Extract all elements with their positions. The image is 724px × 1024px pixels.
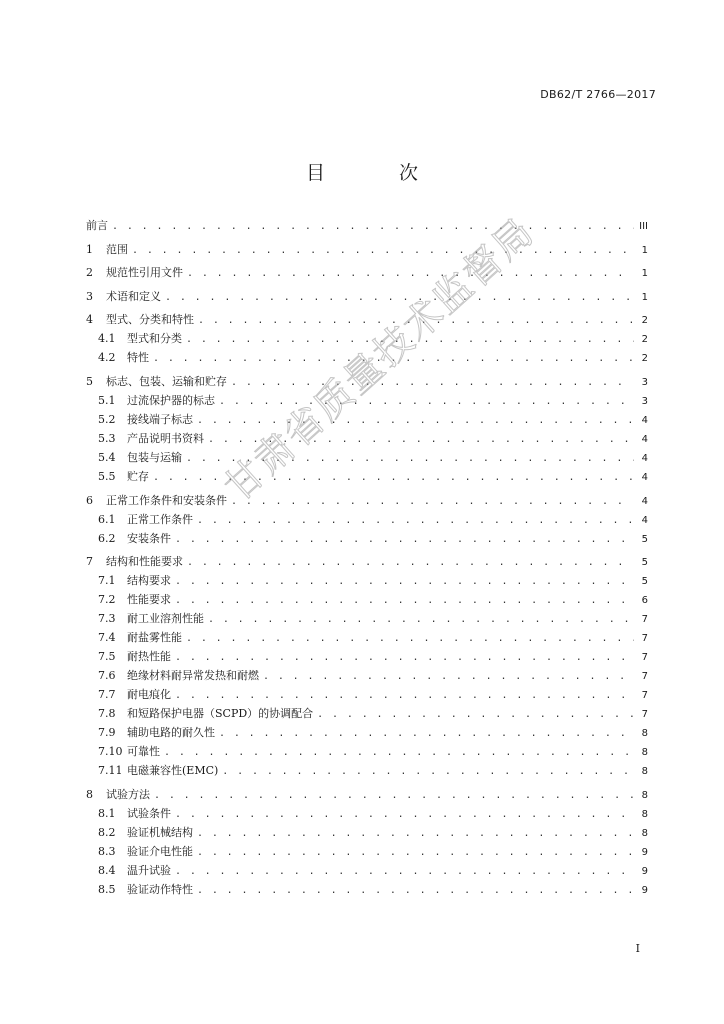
toc-entry-number: 5.2 [98, 412, 116, 426]
toc-dot-leader [197, 847, 634, 858]
toc-entry-title: 试验方法 [106, 787, 150, 801]
toc-entry-title: 安装条件 [127, 531, 171, 545]
toc-entry-number: 3 [86, 289, 93, 303]
toc-subentry[interactable] [86, 610, 648, 629]
toc-dot-leader [175, 652, 634, 663]
toc-dot-leader [317, 709, 634, 720]
toc-dot-leader [132, 245, 634, 256]
toc-entry-number: 2 [86, 266, 93, 280]
toc-entry-number: 8.4 [98, 863, 116, 877]
toc-subentry[interactable] [86, 449, 648, 468]
toc-entry-page: 4 [641, 433, 648, 445]
toc-entry-number: 8.5 [98, 882, 116, 896]
toc-subentry[interactable] [86, 862, 648, 881]
toc-entry-page: 4 [641, 495, 648, 507]
toc-entry-page: 5 [641, 557, 648, 569]
toc-entry[interactable] [86, 373, 648, 392]
toc-subentry[interactable] [86, 629, 648, 648]
toc-entry-title: 规范性引用文件 [106, 266, 183, 280]
toc-entry-page: 3 [641, 376, 648, 388]
toc-entry-number: 7.5 [98, 650, 116, 664]
toc-entry-title: 温升试验 [127, 863, 171, 877]
toc-dot-leader [186, 633, 634, 644]
toc-subentry[interactable] [86, 411, 648, 430]
toc-entry-title: 结构和性能要求 [106, 555, 183, 569]
toc-entry-title: 前言 [86, 219, 108, 232]
toc-entry-number: 7.1 [98, 574, 116, 588]
toc-subentry[interactable] [86, 824, 648, 843]
toc-entry-page: 8 [641, 728, 648, 740]
toc-dot-leader [263, 671, 634, 682]
toc-entry-title: 电磁兼容性(EMC) [127, 764, 219, 778]
toc-dot-leader [219, 396, 634, 407]
toc-entry-title: 耐电痕化 [127, 688, 171, 702]
toc-entry-page: 1 [641, 268, 648, 280]
toc-dot-leader [112, 221, 634, 232]
toc-subentry[interactable] [86, 686, 648, 705]
toc-entry-title: 贮存 [127, 469, 149, 483]
toc-dot-leader [187, 557, 634, 568]
toc-entry-page: 2 [641, 334, 648, 346]
toc-subentry[interactable] [86, 572, 648, 591]
toc-entry-page: 8 [641, 747, 648, 759]
toc-entry-number: 7.2 [98, 593, 116, 607]
toc-dot-leader [153, 353, 634, 364]
toc-entry-page: 2 [641, 315, 648, 327]
toc-entry-page: 2 [641, 353, 648, 365]
toc-dot-leader [198, 315, 634, 326]
toc-entry-page: 7 [641, 652, 648, 664]
toc-entry[interactable] [86, 492, 648, 511]
toc-entry[interactable] [86, 786, 648, 805]
toc-dot-leader [197, 885, 634, 896]
toc-entry-page: 1 [641, 291, 648, 303]
toc-dot-leader [231, 496, 634, 507]
toc-entry-title: 接线端子标志 [127, 412, 193, 426]
toc-dot-leader [175, 534, 634, 545]
toc-subentry[interactable] [86, 648, 648, 667]
toc-entry[interactable] [86, 217, 648, 236]
toc-dot-leader [186, 453, 634, 464]
toc-dot-leader [186, 334, 634, 345]
toc-subentry[interactable] [86, 667, 648, 686]
toc-entry-page: 5 [641, 576, 648, 588]
toc-entry-title: 过流保护器的标志 [127, 393, 215, 407]
toc-dot-leader [219, 728, 634, 739]
toc-entry-number: 4.1 [98, 332, 116, 346]
toc-dot-leader [208, 434, 634, 445]
toc-subentry[interactable] [86, 392, 648, 411]
toc-entry-number: 1 [86, 242, 93, 256]
toc-dot-leader [197, 415, 634, 426]
toc-entry-page: 7 [641, 633, 648, 645]
toc-entry-title: 可靠性 [127, 745, 160, 759]
toc-entry-page: III [639, 221, 648, 232]
toc-entry-title: 耐热性能 [127, 650, 171, 664]
toc-subentry[interactable] [86, 511, 648, 530]
toc-entry-page: 8 [641, 766, 648, 778]
toc-dot-leader [187, 268, 634, 279]
toc-subentry[interactable] [86, 881, 648, 900]
watermark: 甘肃省质量技术监督局 [216, 209, 543, 510]
toc-entry-page: 7 [641, 690, 648, 702]
toc-entry-number: 7.6 [98, 669, 116, 683]
toc-entry-number: 7.11 [98, 764, 123, 778]
toc-entry[interactable] [86, 288, 648, 307]
toc-entry-number: 6 [86, 493, 93, 507]
toc-dot-leader [208, 614, 634, 625]
toc-dot-leader [222, 766, 634, 777]
toc-entry-number: 7.7 [98, 688, 116, 702]
toc-entry-number: 7 [86, 555, 93, 569]
toc-entry-page: 7 [641, 671, 648, 683]
toc-entry-title: 标志、包装、运输和贮存 [106, 374, 227, 388]
toc-entry-page: 4 [641, 514, 648, 526]
toc-subentry[interactable] [86, 591, 648, 610]
toc-subentry[interactable] [86, 762, 648, 781]
toc-entry-title: 验证动作特性 [127, 882, 193, 896]
toc-entry-title: 绝缘材料耐异常发热和耐燃 [127, 669, 259, 683]
toc-dot-leader [231, 377, 634, 388]
toc-subentry[interactable] [86, 530, 648, 549]
toc-entry-title: 产品说明书资料 [127, 431, 204, 445]
toc-entry-page: 8 [641, 789, 648, 801]
toc-entry-title: 结构要求 [127, 574, 171, 588]
toc-entry-page: 8 [641, 827, 648, 839]
toc-dot-leader [175, 866, 634, 877]
toc-dot-leader [175, 690, 634, 701]
toc-entry-title: 型式和分类 [127, 332, 182, 346]
toc-entry-title: 耐工业溶剂性能 [127, 612, 204, 626]
toc-entry[interactable] [86, 553, 648, 572]
toc-dot-leader [197, 515, 634, 526]
toc-entry-title: 验证介电性能 [127, 844, 193, 858]
toc-entry-number: 8 [86, 787, 93, 801]
toc-entry[interactable] [86, 264, 648, 283]
toc-dot-leader [175, 595, 634, 606]
toc-dot-leader [153, 472, 634, 483]
toc-entry-page: 5 [641, 533, 648, 545]
toc-entry-page: 7 [641, 709, 648, 721]
toc-entry-number: 5.1 [98, 393, 116, 407]
document-code: DB62/T 2766—2017 [540, 88, 656, 101]
toc-entry-page: 6 [641, 595, 648, 607]
toc-entry-number: 5.4 [98, 450, 116, 464]
toc-entry-title: 特性 [127, 351, 149, 365]
toc-entry-title: 验证机械结构 [127, 825, 193, 839]
toc-entry-number: 6.1 [98, 512, 116, 526]
toc-dot-leader [164, 747, 634, 758]
toc-dot-leader [175, 809, 634, 820]
toc-subentry[interactable] [86, 805, 648, 824]
toc-entry-title: 辅助电路的耐久性 [127, 726, 215, 740]
toc-entry-page: 7 [641, 614, 648, 626]
toc-subentry[interactable] [86, 468, 648, 487]
toc-entry[interactable] [86, 241, 648, 260]
toc-subentry[interactable] [86, 705, 648, 724]
toc-subentry[interactable] [86, 349, 648, 368]
toc-subentry[interactable] [86, 843, 648, 862]
toc-dot-leader [175, 576, 634, 587]
table-of-contents [86, 217, 648, 900]
toc-entry-title: 型式、分类和特性 [106, 313, 194, 327]
toc-entry-title: 包装与运输 [127, 450, 182, 464]
toc-entry-number: 7.4 [98, 631, 116, 645]
toc-entry-page: 3 [641, 395, 648, 407]
toc-dot-leader [165, 292, 634, 303]
toc-entry-page: 9 [641, 865, 648, 877]
toc-entry-page: 9 [641, 884, 648, 896]
toc-entry[interactable] [86, 311, 648, 330]
toc-entry-number: 7.8 [98, 707, 116, 721]
toc-subentry[interactable] [86, 743, 648, 762]
page-number: I [635, 942, 640, 955]
toc-subentry[interactable] [86, 430, 648, 449]
toc-subentry[interactable] [86, 724, 648, 743]
toc-entry-number: 8.3 [98, 844, 116, 858]
toc-entry-title: 性能要求 [127, 593, 171, 607]
toc-entry-number: 7.3 [98, 612, 116, 626]
toc-entry-page: 1 [641, 244, 648, 256]
toc-entry-number: 6.2 [98, 531, 116, 545]
toc-dot-leader [197, 828, 634, 839]
toc-entry-number: 5 [86, 374, 93, 388]
toc-entry-page: 4 [641, 471, 648, 483]
toc-entry-number: 7.10 [98, 745, 123, 759]
toc-entry-title: 范围 [106, 242, 128, 256]
toc-entry-number: 5.5 [98, 469, 116, 483]
toc-entry-number: 5.3 [98, 431, 116, 445]
toc-subentry[interactable] [86, 330, 648, 349]
toc-entry-number: 4 [86, 313, 93, 327]
toc-entry-page: 8 [641, 808, 648, 820]
toc-entry-title: 术语和定义 [106, 289, 161, 303]
toc-entry-number: 4.2 [98, 351, 116, 365]
toc-entry-page: 4 [641, 452, 648, 464]
toc-entry-number: 7.9 [98, 726, 116, 740]
toc-entry-number: 8.1 [98, 806, 116, 820]
toc-entry-title: 正常工作条件和安装条件 [106, 493, 227, 507]
toc-entry-title: 正常工作条件 [127, 512, 193, 526]
toc-entry-title: 和短路保护电器（SCPD）的协调配合 [127, 707, 314, 721]
toc-dot-leader [154, 790, 634, 801]
toc-entry-page: 4 [641, 414, 648, 426]
toc-entry-number: 8.2 [98, 825, 116, 839]
toc-entry-page: 9 [641, 846, 648, 858]
toc-title: 目 次 [305, 162, 453, 184]
toc-entry-title: 耐盐雾性能 [127, 631, 182, 645]
toc-entry-title: 试验条件 [127, 806, 171, 820]
